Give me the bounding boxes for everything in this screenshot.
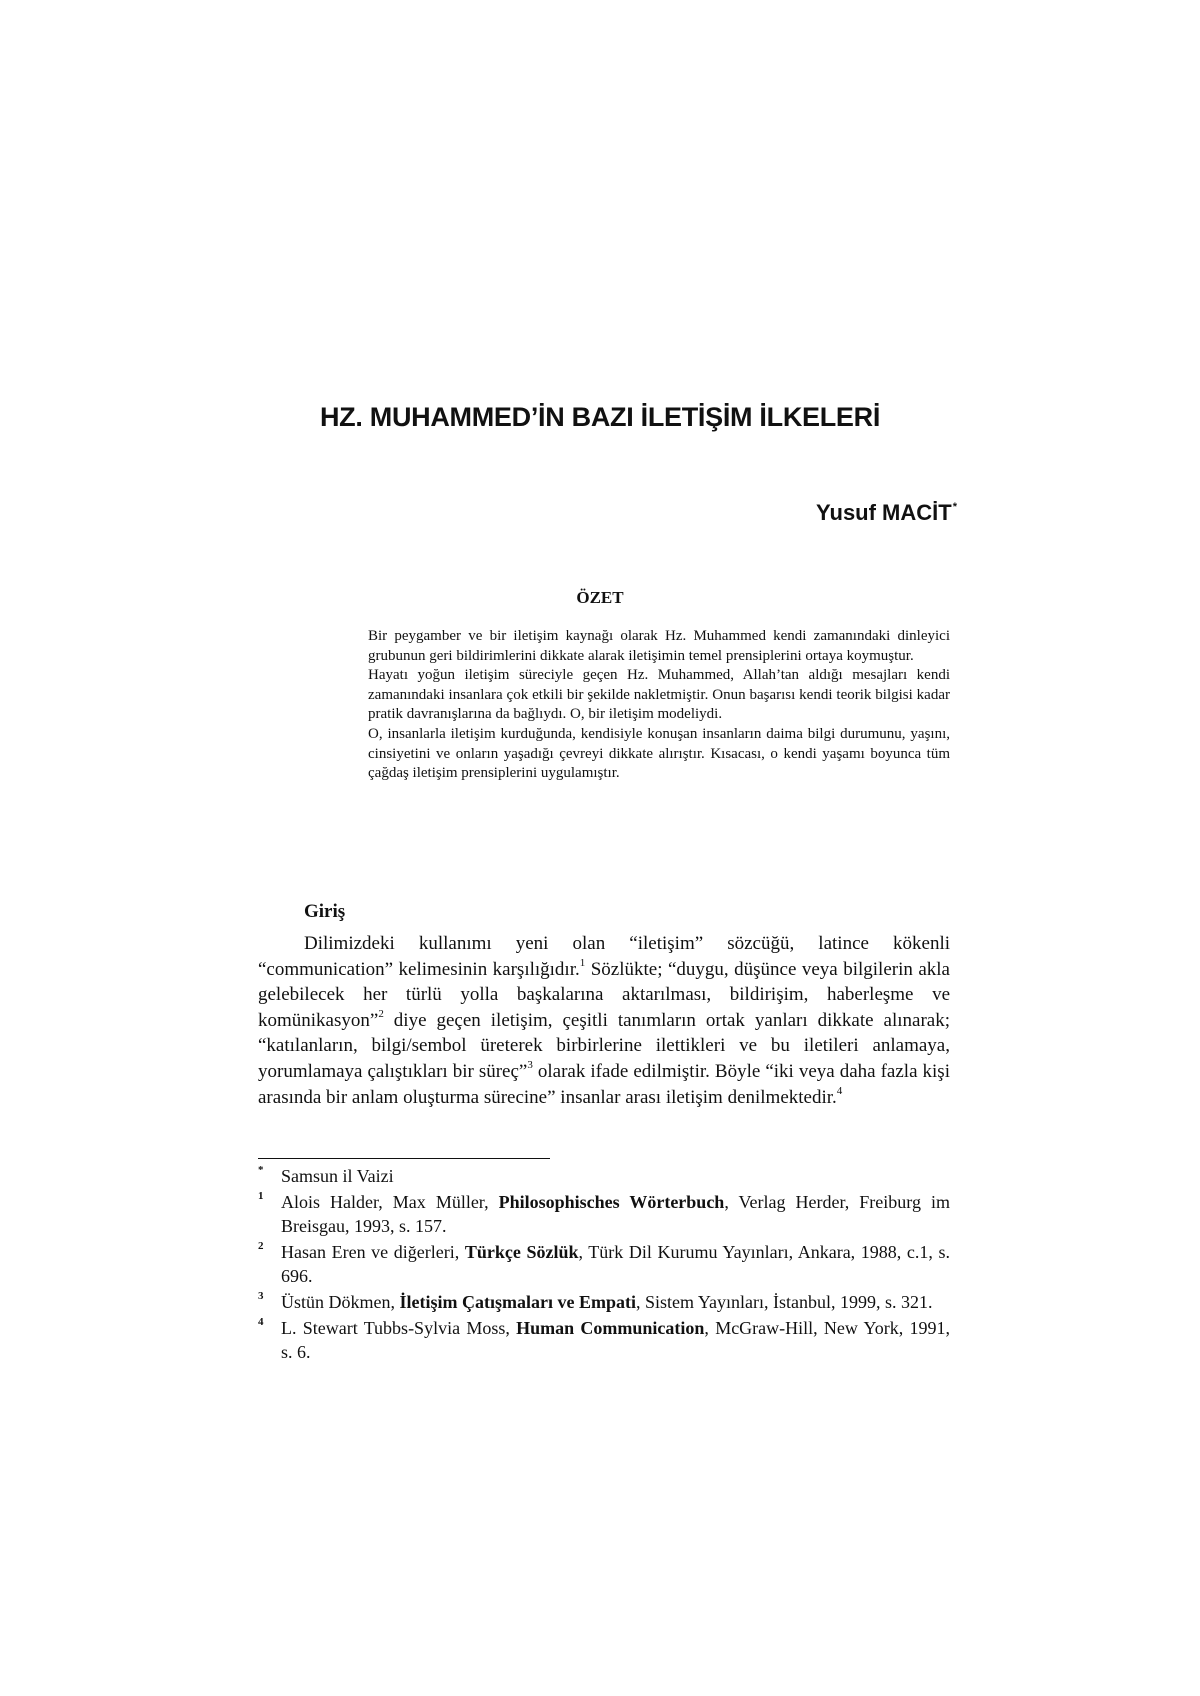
intro-body (258, 931, 950, 1110)
intro-text: Dilimizdeki kullanımı yeni olan “iletişim” sözcüğü, latince kökenli “communication” kelimesinin karşılığıdır. (258, 933, 950, 980)
abstract-paragraph: O, insanlarla iletişim kurduğunda, kendisiyle konuşan insanların daima bilgi durumunu, yaşını, cinsiyetini ve onların yaşadığı çevreyi dikkate alırıştır. Kısacası, o kendi yaşamı boyunca tüm çağdaş iletişim prensiplerini uygulamıştır. (368, 725, 950, 782)
footnote-text: , Verlag Herder, Freiburg im Breisgau, 1993, s. 157. (281, 1192, 950, 1236)
footnote-ref[interactable]: 3 (527, 1058, 533, 1071)
footnote-mark: 2 (258, 1240, 264, 1252)
author-line (816, 500, 957, 526)
footnote-ref[interactable]: 1 (579, 956, 586, 969)
footnote-work-title: Philosophisches Wörterbuch (498, 1192, 725, 1212)
footnote-item (258, 1164, 950, 1188)
footnote-text: Alois Halder, Max Müller, (281, 1192, 499, 1212)
footnote-work-title: Türkçe Sözlük (464, 1242, 579, 1262)
footnote-text: , Türk Dil Kurumu Yayınları, Ankara, 1988, c.1, s. 696. (281, 1242, 951, 1286)
section-heading-intro: Giriş (304, 901, 346, 922)
abstract-heading: ÖZET (576, 588, 624, 607)
abstract-paragraph: Hayatı yoğun iletişim süreciyle geçen Hz. Muhammed, Allah’tan aldığı mesajları kendi zamanındaki insanlara çok etkili bir şekilde nakletmiştir. Onun başarısı kendi teorik bilgisi kadar pratik davranışlarına da bağlıydı. O, bir iletişim modeliydi. (368, 667, 950, 723)
footnote-text: Üstün Dökmen, (281, 1292, 400, 1312)
article-title: HZ. MUHAMMED’İN BAZI İLETİŞİM İLKELERİ (319, 402, 881, 432)
footnotes-list (258, 1164, 950, 1366)
intro-paragraph (258, 931, 950, 1110)
footnote-mark: 4 (258, 1316, 264, 1328)
footnote-item (258, 1290, 950, 1314)
intro-text: diye geçen iletişim, çeşitli tanımların ortak yanları dikkate alınarak; “katılanların, bilgi/sembol üreterek birbirlerine ilettikleri ve bu iletileri anlamaya, yorumlamaya çalıştıkları bir süreç” (258, 1009, 950, 1082)
footnote-work-title: İletişim Çatışmaları ve Empati (399, 1292, 636, 1312)
footnote-mark: 1 (258, 1190, 264, 1202)
footnote-text: Hasan Eren ve diğerleri, (281, 1242, 465, 1262)
footnote-text: L. Stewart Tubbs-Sylvia Moss, (281, 1318, 517, 1338)
abstract-body (368, 627, 950, 784)
footnote-work-title: Human Communication (516, 1318, 705, 1338)
intro-text: Sözlükte; “duygu, düşünce veya bilgilerin akla gelebilecek her türlü yolla başkalarına aktarılması, bildirişim, haberleşme ve komünikasyon” (258, 958, 950, 1031)
footnote-ref[interactable]: 4 (836, 1084, 843, 1097)
footnote-item (258, 1190, 950, 1238)
intro-text: olarak ifade edilmiştir. Böyle “iki veya daha fazla kişi arasında bir anlam oluşturma sürecine” insanlar arası iletişim denilmektedir. (258, 1060, 950, 1108)
footnote-text: Samsun il Vaizi (281, 1166, 394, 1186)
footnote-mark: 3 (258, 1290, 264, 1302)
footnote-text: , McGraw-Hill, New York, 1991, s. 6. (281, 1318, 950, 1362)
footnote-mark: * (258, 1164, 264, 1176)
footnote-item (258, 1240, 950, 1288)
abstract-paragraph: Bir peygamber ve bir iletişim kaynağı olarak Hz. Muhammed kendi zamanındaki dinleyici grubunun geri bildirimlerini dikkate alarak iletişimin temel prensiplerini ortaya koymuştur. (368, 628, 950, 664)
footnote-text: , Sistem Yayınları, İstanbul, 1999, s. 321. (635, 1292, 933, 1312)
author-footnote-mark: * (952, 501, 957, 513)
footnote-divider (258, 1158, 550, 1159)
author-name: Yusuf MACİT (816, 500, 952, 525)
footnote-item (258, 1316, 950, 1364)
footnote-ref[interactable]: 2 (378, 1007, 384, 1020)
